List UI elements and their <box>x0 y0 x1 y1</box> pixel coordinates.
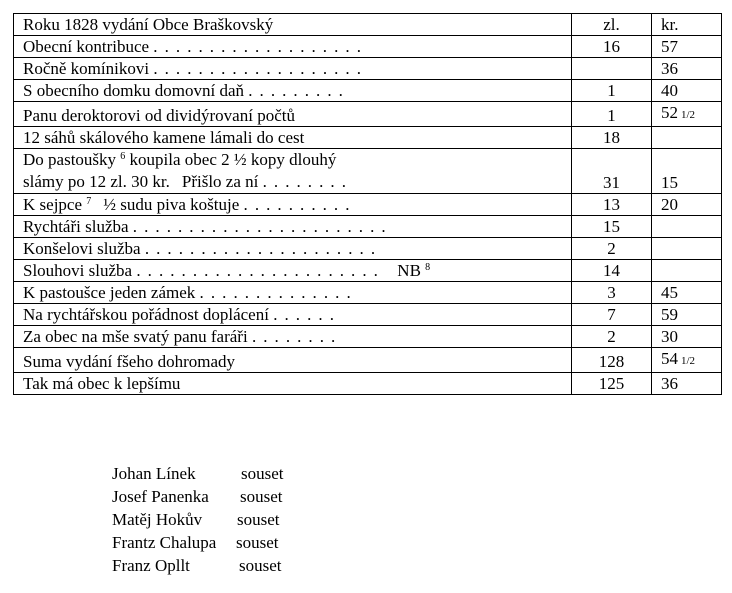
row-zl: 128 <box>572 348 652 373</box>
footnote-marker: 6 <box>120 151 126 162</box>
row-zl: 13 <box>572 194 652 216</box>
row-description: Ročně komínikovi . . . . . . . . . . . . . . . . . . . <box>14 58 572 80</box>
row-kr <box>652 260 722 282</box>
table-row <box>14 304 722 326</box>
row-zl <box>572 58 652 80</box>
table-row <box>14 326 722 348</box>
table-row <box>14 80 722 102</box>
signer-name: Frantz Chalupa <box>112 533 217 552</box>
row-description: Panu deroktorovi od dividýrovaní počtů <box>14 102 572 127</box>
signer-role: souset <box>237 510 280 529</box>
leader-dots: . . . . . . . . <box>262 172 348 191</box>
table-row <box>14 282 722 304</box>
leader-dots: . . . . . . . . . . . . . . . . . . . <box>153 37 363 56</box>
row-kr: 36 <box>652 58 722 80</box>
row-description: Konšelovi služba . . . . . . . . . . . . . . . . . . . . . <box>14 238 572 260</box>
signature-row <box>112 531 332 554</box>
signatures-block <box>112 462 332 577</box>
table-row <box>14 194 722 216</box>
leader-dots: . . . . . . . . . . <box>243 195 351 214</box>
table-row <box>14 102 722 127</box>
signature-row <box>112 485 332 508</box>
row-kr <box>652 216 722 238</box>
signer-role: souset <box>236 533 279 552</box>
signature-row <box>112 554 332 577</box>
table-header-row <box>14 14 722 36</box>
leader-dots: . . . . . . . . . . . . . . . . . . . . . . <box>136 261 380 280</box>
row-description: Slouhovi služba . . . . . . . . . . . . . . . . . . . . . . NB $^8$ <box>14 260 572 282</box>
signer-name: Franz Opllt <box>112 556 190 575</box>
table-row <box>14 149 722 194</box>
row-kr: 52 1/2 <box>652 102 722 127</box>
signature-row <box>112 508 332 531</box>
row-zl: 125 <box>572 373 652 395</box>
table-row <box>14 238 722 260</box>
signature-row <box>112 462 332 485</box>
ledger-title: Roku 1828 vydání Obce Braškovský <box>14 14 572 36</box>
leader-dots: . . . . . . . . . . . . . . . . . . . . . . . <box>132 217 388 236</box>
table-row-balance <box>14 373 722 395</box>
row-kr: 54 1/2 <box>652 348 722 373</box>
row-description: Na rychtářskou pořádnost doplácení . . . . . . <box>14 304 572 326</box>
row-zl: 7 <box>572 304 652 326</box>
row-kr: 20 <box>652 194 722 216</box>
row-zl: 16 <box>572 36 652 58</box>
row-zl: 14 <box>572 260 652 282</box>
signer-name: Johan Línek <box>112 464 196 483</box>
leader-dots: . . . . . . . . . . . . . . <box>199 283 353 302</box>
leader-dots: . . . . . . . . <box>251 327 337 346</box>
row-kr: 40 <box>652 80 722 102</box>
table-row <box>14 36 722 58</box>
row-zl: 2 <box>572 238 652 260</box>
row-description: S obecního domku domovní daň . . . . . . . . . <box>14 80 572 102</box>
table-row <box>14 127 722 149</box>
row-kr: 15 <box>652 149 722 194</box>
table-row <box>14 216 722 238</box>
row-description: Rychtáři služba . . . . . . . . . . . . . . . . . . . . . . . <box>14 216 572 238</box>
row-kr <box>652 127 722 149</box>
signer-name: Matěj Hokův <box>112 510 203 529</box>
fraction-half: 1/2 <box>681 355 696 367</box>
table-row <box>14 260 722 282</box>
row-description: Do pastoušky $^6$ koupila obec 2 ½ kopy dlouhý slámy po 12 zl. 30 kr. Přišlo za ní . . . . . . . . <box>14 149 572 194</box>
table-row-total <box>14 348 722 373</box>
row-zl: 2 <box>572 326 652 348</box>
leader-dots: . . . . . . . . . . . . . . . . . . . <box>153 59 363 78</box>
row-description: Suma vydání fšeho dohromady <box>14 348 572 373</box>
row-description: K pastoušce jeden zámek . . . . . . . . . . . . . . <box>14 282 572 304</box>
signer-role: souset <box>241 464 284 483</box>
signer-role: souset <box>240 487 283 506</box>
column-header-zl: zl. <box>572 14 652 36</box>
row-zl: 1 <box>572 102 652 127</box>
row-kr <box>652 238 722 260</box>
row-kr: 57 <box>652 36 722 58</box>
row-description: Za obec na mše svatý panu faráři . . . . . . . . <box>14 326 572 348</box>
table-row <box>14 58 722 80</box>
row-zl: 15 <box>572 216 652 238</box>
nota-bene: NB <box>397 261 421 280</box>
fraction-half: 1/2 <box>681 109 696 121</box>
row-zl: 3 <box>572 282 652 304</box>
row-description: Obecní kontribuce . . . . . . . . . . . . . . . . . . . <box>14 36 572 58</box>
footnote-marker: 7 <box>86 196 92 207</box>
signer-role: souset <box>239 556 282 575</box>
leader-dots: . . . . . . . . . . . . . . . . . . . . . <box>144 239 377 258</box>
row-kr: 45 <box>652 282 722 304</box>
leader-dots: . . . . . . . . . <box>248 81 345 100</box>
leader-dots: . . . . . . <box>273 305 336 324</box>
row-zl: 18 <box>572 127 652 149</box>
column-header-kr: kr. <box>652 14 722 36</box>
row-description: K sejpce $^7$ ½ sudu piva koštuje . . . . . . . . . . <box>14 194 572 216</box>
row-kr: 36 <box>652 373 722 395</box>
row-kr: 59 <box>652 304 722 326</box>
footnote-marker: 8 <box>425 262 431 273</box>
expense-ledger-table <box>13 13 722 395</box>
signer-name: Josef Panenka <box>112 487 209 506</box>
row-description: 12 sáhů skálového kamene lámali do cest <box>14 127 572 149</box>
row-kr: 30 <box>652 326 722 348</box>
row-description: Tak má obec k lepšímu <box>14 373 572 395</box>
row-zl: 31 <box>572 149 652 194</box>
row-zl: 1 <box>572 80 652 102</box>
